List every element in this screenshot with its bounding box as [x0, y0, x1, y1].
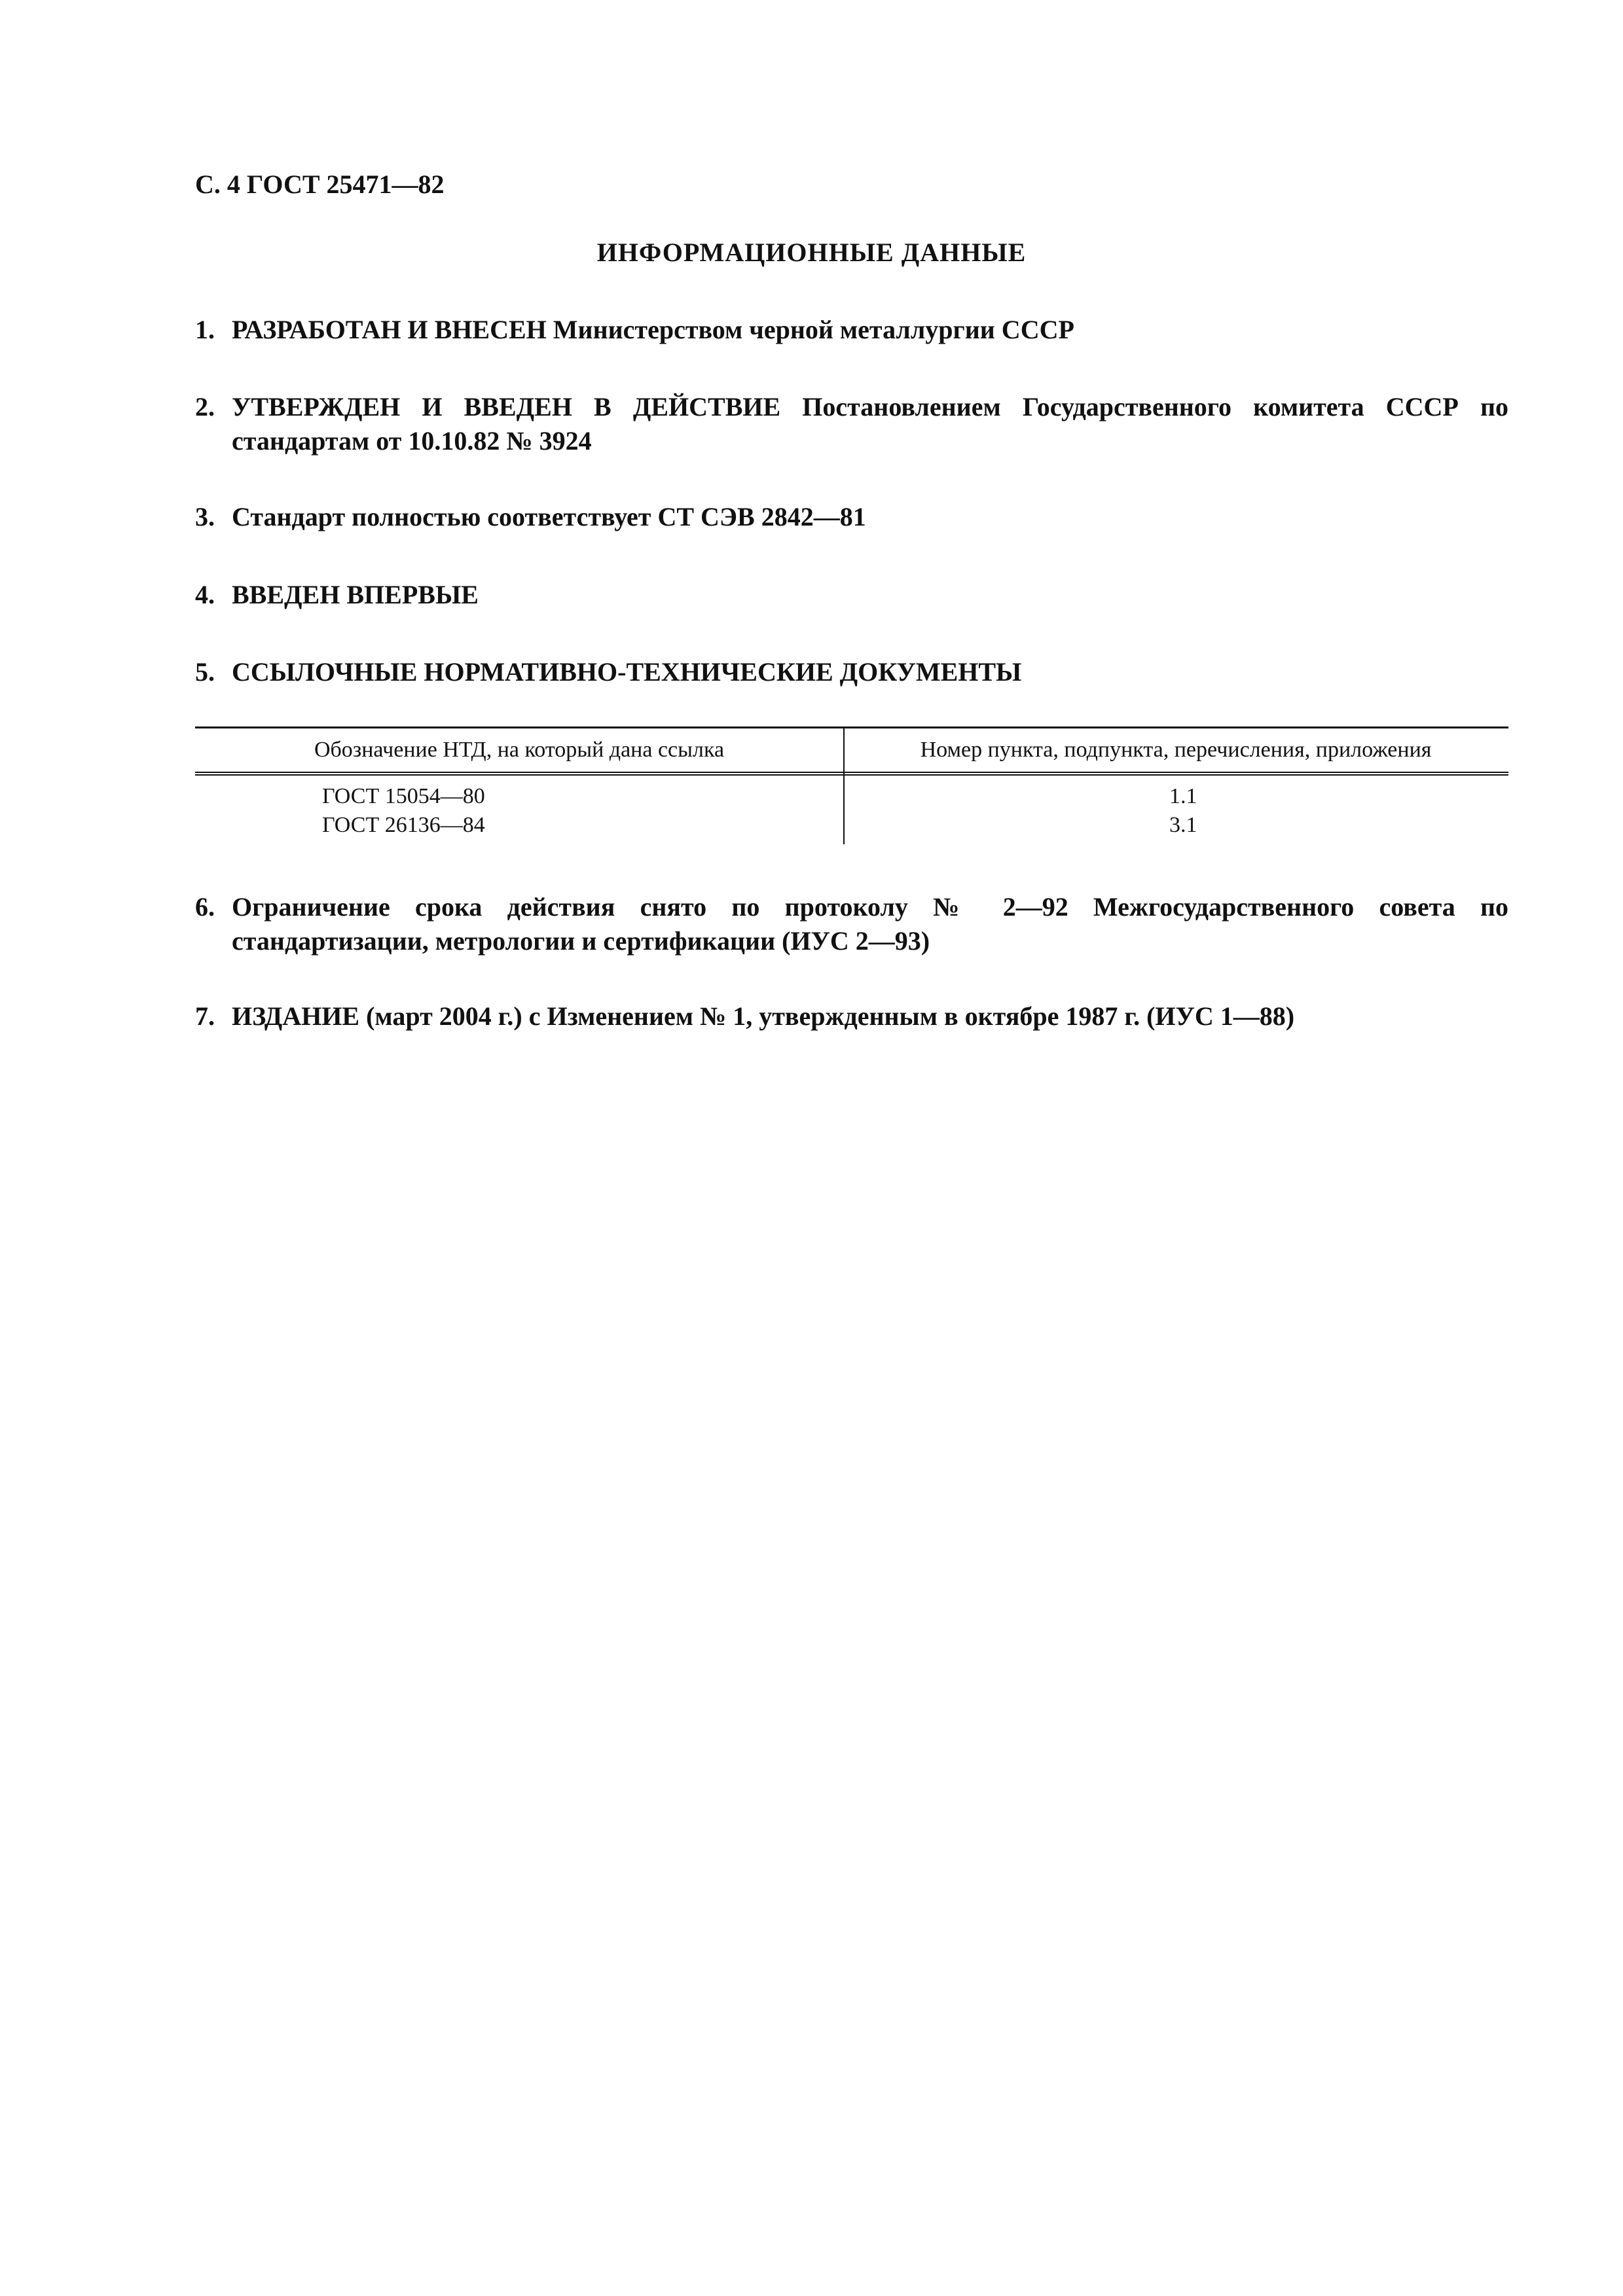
- item-lead: ССЫЛОЧНЫЕ НОРМАТИВНО-ТЕХНИЧЕСКИЕ ДОКУМЕНТЫ: [232, 657, 1022, 687]
- info-item-1: [195, 313, 1508, 347]
- reference-table: [195, 726, 1508, 840]
- item-body: [232, 578, 1508, 612]
- item-text: Ограничение срока действия снято по протоколу № 2—92 Межгосударственного совета по стандартизации, метрологии и сертификации (ИУС 2—93): [232, 892, 1508, 956]
- document-title: ИНФОРМАЦИОННЫЕ ДАННЫЕ: [596, 238, 1027, 267]
- item-number: 1.: [195, 315, 215, 344]
- item-lead: ИЗДАНИЕ: [232, 1001, 360, 1031]
- item-body: [232, 999, 1508, 1033]
- info-item-5: [195, 655, 1508, 689]
- item-text: (март 2004 г.) с Изменением № 1, утвержденным в октябре 1987 г. (ИУС 1—88): [359, 1001, 1295, 1031]
- item-lead: ВВЕДЕН ВПЕРВЫЕ: [232, 580, 479, 609]
- column-header-document: Обозначение НТД, на который дана ссылка: [314, 738, 725, 762]
- table-row: [195, 782, 1508, 811]
- item-body: [232, 890, 1508, 958]
- table-column-divider: [843, 726, 845, 844]
- info-item-3: [195, 500, 1508, 534]
- item-lead: УТВЕРЖДЕН И ВВЕДЕН В ДЕЙСТВИЕ: [232, 392, 781, 422]
- column-header-clause: Номер пункта, подпункта, перечисления, приложения: [920, 738, 1432, 762]
- info-item-7: [195, 999, 1508, 1033]
- item-number: 3.: [195, 502, 215, 531]
- item-body: [232, 313, 1508, 347]
- table-cell-clause: 1.1: [1169, 784, 1197, 808]
- item-text: Стандарт полностью соответствует СТ СЭВ 2842—81: [232, 502, 866, 531]
- page-header: С. 4 ГОСТ 25471—82: [195, 170, 445, 199]
- item-number: 6.: [195, 892, 215, 922]
- item-body: [232, 655, 1508, 689]
- info-item-4: [195, 578, 1508, 612]
- table-cell-document: ГОСТ 15054—80: [322, 784, 485, 808]
- table-row: [195, 811, 1508, 840]
- item-text: Министерством черной металлургии СССР: [546, 315, 1074, 344]
- table-cell-document: ГОСТ 26136—84: [322, 813, 485, 837]
- table-header-row: [195, 728, 1508, 776]
- info-item-2: [195, 390, 1508, 458]
- info-item-6: [195, 890, 1508, 958]
- item-number: 7.: [195, 1001, 215, 1031]
- item-number: 5.: [195, 657, 215, 687]
- item-body: [232, 500, 1508, 534]
- item-number: 2.: [195, 392, 215, 422]
- item-text: Постановлением Государственного комитета СССР по стандартам от 10.10.82 № 3924: [232, 392, 1509, 456]
- item-number: 4.: [195, 580, 215, 609]
- table-cell-clause: 3.1: [1169, 813, 1197, 837]
- item-lead: РАЗРАБОТАН И ВНЕСЕН: [232, 315, 547, 344]
- item-body: [232, 390, 1508, 458]
